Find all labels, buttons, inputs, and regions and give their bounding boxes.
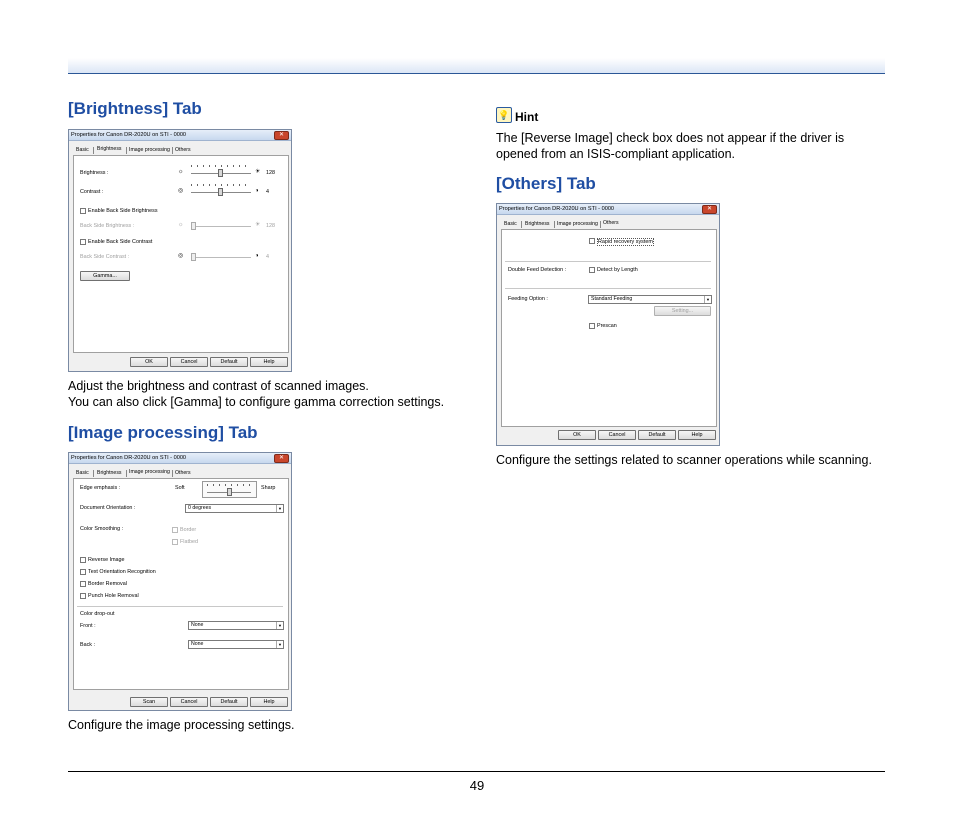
- back-contrast-value: 4: [266, 254, 269, 260]
- prescan-label: Prescan: [597, 323, 617, 329]
- front-label: Front :: [80, 623, 96, 629]
- sun-low-icon: ☼: [178, 169, 184, 175]
- dialog-title-bar: [497, 204, 719, 215]
- border-removal-checkbox[interactable]: [80, 581, 86, 587]
- footer-rule: [68, 771, 885, 772]
- sun-high-icon: ☀: [255, 222, 261, 228]
- header-rule: [68, 58, 885, 74]
- close-icon[interactable]: ✕: [274, 454, 289, 463]
- tab-brightness[interactable]: Brightness: [97, 470, 122, 476]
- brightness-desc-2: You can also click [Gamma] to configure gamma correction settings.: [68, 395, 445, 409]
- feeding-option-label: Feeding Option :: [508, 296, 548, 302]
- back-contrast-slider[interactable]: [191, 253, 196, 261]
- tab-image-processing[interactable]: Image processing: [129, 469, 170, 475]
- page-number: 49: [469, 778, 485, 793]
- brightness-label: Brightness :: [80, 170, 109, 176]
- tab-brightness[interactable]: Brightness: [525, 221, 550, 227]
- tab-basic[interactable]: Basic: [76, 470, 89, 476]
- scan-button[interactable]: Scan: [130, 697, 168, 707]
- others-desc: Configure the settings related to scanner operations while scanning.: [496, 453, 872, 467]
- prescan-checkbox[interactable]: [589, 323, 595, 329]
- sun-low-icon: ☼: [178, 222, 184, 228]
- back-contrast-label: Back Side Contrast :: [80, 254, 130, 260]
- border-removal-label: Border Removal: [88, 581, 127, 587]
- reverse-image-label: Reverse Image: [88, 557, 125, 563]
- default-button[interactable]: Default: [210, 697, 248, 707]
- punch-hole-checkbox[interactable]: [80, 593, 86, 599]
- contrast-high-icon: ◑: [255, 188, 259, 194]
- orientation-select[interactable]: 0 degrees ▼: [185, 504, 284, 513]
- double-feed-label: Double Feed Detection :: [508, 267, 567, 273]
- back-brightness-checkbox[interactable]: [80, 208, 86, 214]
- brightness-heading: [Brightness] Tab: [68, 99, 202, 118]
- help-button[interactable]: Help: [678, 430, 716, 440]
- back-dropout-select[interactable]: None ▼: [188, 640, 284, 649]
- others-heading: [Others] Tab: [496, 174, 596, 193]
- default-button[interactable]: Default: [638, 430, 676, 440]
- gamma-button[interactable]: Gamma...: [80, 271, 130, 281]
- back-brightness-check-label: Enable Back Side Brightness: [88, 208, 158, 214]
- brightness-slider[interactable]: [218, 169, 223, 177]
- color-dropout-label: Color drop-out: [80, 611, 115, 617]
- detect-by-length-label: Detect by Length: [597, 267, 638, 273]
- chevron-down-icon: ▼: [276, 622, 283, 629]
- smoothing-flatbed-label: Flatbed: [180, 539, 198, 545]
- dialog-title-bar: [69, 453, 291, 464]
- image-processing-dialog: [68, 452, 292, 711]
- dialog-title-bar: [69, 130, 291, 141]
- detect-by-length-checkbox[interactable]: [589, 267, 595, 273]
- image-processing-heading: [Image processing] Tab: [68, 423, 258, 442]
- text-orientation-checkbox[interactable]: [80, 569, 86, 575]
- orientation-label: Document Orientation :: [80, 505, 136, 511]
- contrast-slider[interactable]: [218, 188, 223, 196]
- lightbulb-icon: 💡: [496, 107, 512, 123]
- close-icon[interactable]: ✕: [274, 131, 289, 140]
- back-brightness-slider[interactable]: [191, 222, 196, 230]
- close-icon[interactable]: ✕: [702, 205, 717, 214]
- chevron-down-icon: ▼: [704, 296, 711, 303]
- tab-brightness[interactable]: Brightness: [97, 146, 122, 152]
- edge-emphasis-label: Edge emphasis :: [80, 485, 121, 491]
- brightness-desc-1: Adjust the brightness and contrast of scanned images.: [68, 379, 369, 393]
- edge-emphasis-slider[interactable]: [227, 488, 232, 496]
- cancel-button[interactable]: Cancel: [598, 430, 636, 440]
- brightness-dialog: [68, 129, 292, 372]
- reverse-image-checkbox[interactable]: [80, 557, 86, 563]
- hint-text-2: opened from an ISIS-compliant application.: [496, 147, 736, 161]
- ok-button[interactable]: OK: [558, 430, 596, 440]
- tab-others[interactable]: Others: [603, 220, 619, 226]
- chevron-down-icon: ▼: [276, 641, 283, 648]
- rapid-recovery-checkbox[interactable]: [589, 238, 595, 244]
- back-label: Back :: [80, 642, 95, 648]
- contrast-value: 4: [266, 189, 269, 195]
- dialog-title: Properties for Canon DR-2020U on STI - 0000: [71, 132, 187, 138]
- back-contrast-checkbox[interactable]: [80, 239, 86, 245]
- dialog-title: Properties for Canon DR-2020U on STI - 0000: [499, 206, 615, 212]
- cancel-button[interactable]: Cancel: [170, 357, 208, 367]
- others-dialog: [496, 203, 720, 446]
- brightness-value: 128: [266, 170, 275, 176]
- front-dropout-select[interactable]: None ▼: [188, 621, 284, 630]
- contrast-low-icon: ◎: [178, 188, 184, 194]
- default-button[interactable]: Default: [210, 357, 248, 367]
- hint-label: Hint: [515, 110, 539, 124]
- feeding-option-select[interactable]: Standard Feeding ▼: [588, 295, 712, 304]
- punch-hole-label: Punch Hole Removal: [88, 593, 139, 599]
- help-button[interactable]: Help: [250, 357, 288, 367]
- tab-image-processing[interactable]: Image processing: [557, 221, 598, 227]
- back-contrast-check-label: Enable Back Side Contrast: [88, 239, 153, 245]
- tab-image-processing[interactable]: Image processing: [129, 147, 170, 153]
- back-brightness-value: 128: [266, 223, 275, 229]
- rapid-recovery-label: Rapid recovery system: [598, 239, 653, 245]
- back-brightness-label: Back Side Brightness :: [80, 223, 135, 229]
- image-processing-desc: Configure the image processing settings.: [68, 718, 295, 732]
- smoothing-border-checkbox[interactable]: [172, 527, 178, 533]
- smoothing-border-label: Border: [180, 527, 197, 533]
- ok-button[interactable]: OK: [130, 357, 168, 367]
- edge-sharp-label: Sharp: [261, 485, 276, 491]
- contrast-low-icon: ◎: [178, 253, 184, 259]
- cancel-button[interactable]: Cancel: [170, 697, 208, 707]
- contrast-high-icon: ◑: [255, 253, 259, 259]
- color-smoothing-label: Color Smoothing :: [80, 526, 124, 532]
- setting-button[interactable]: Setting...: [654, 306, 711, 316]
- edge-soft-label: Soft: [175, 485, 185, 491]
- tab-basic[interactable]: Basic: [76, 147, 89, 153]
- sun-high-icon: ☀: [255, 169, 261, 175]
- help-button[interactable]: Help: [250, 697, 288, 707]
- tab-others[interactable]: Others: [175, 470, 191, 476]
- chevron-down-icon: ▼: [276, 505, 283, 512]
- tab-others[interactable]: Others: [175, 147, 191, 153]
- contrast-label: Contrast :: [80, 189, 104, 195]
- tab-basic[interactable]: Basic: [504, 221, 517, 227]
- dialog-title: Properties for Canon DR-2020U on STI - 0000: [71, 455, 187, 461]
- hint-text-1: The [Reverse Image] check box does not appear if the driver is: [496, 131, 845, 145]
- smoothing-flatbed-checkbox[interactable]: [172, 539, 178, 545]
- text-orientation-label: Text Orientation Recognition: [88, 569, 156, 575]
